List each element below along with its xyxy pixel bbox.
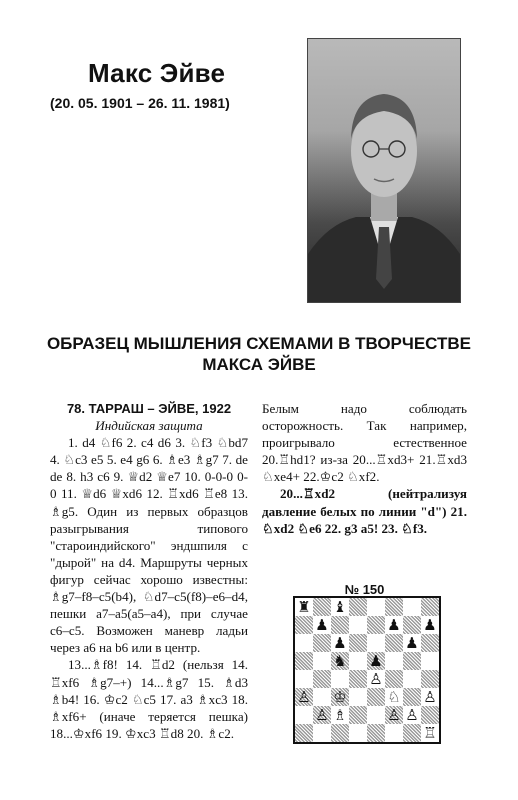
- board-square: [331, 616, 349, 634]
- board-square: [421, 652, 439, 670]
- board-square: [313, 652, 331, 670]
- board-piece: ♙: [403, 706, 421, 724]
- board-piece: ♖: [421, 724, 439, 742]
- board-square: [403, 724, 421, 742]
- board-square: [385, 652, 403, 670]
- board-piece: ♟: [313, 616, 331, 634]
- board-square: [385, 634, 403, 652]
- opening-name: Индийская защита: [95, 418, 203, 434]
- board-square: [403, 688, 421, 706]
- board-piece: ♟: [331, 634, 349, 652]
- board-square: [385, 724, 403, 742]
- board-square: [313, 670, 331, 688]
- board-square: [295, 616, 313, 634]
- board-square: [349, 724, 367, 742]
- board-piece: ♙: [385, 706, 403, 724]
- board-piece: ♞: [331, 652, 349, 670]
- game-header: 78. ТАРРАШ – ЭЙВЕ, 1922: [66, 401, 232, 416]
- board-square: [349, 598, 367, 616]
- board-square: [295, 634, 313, 652]
- board-piece: ♗: [331, 706, 349, 724]
- board-square: [295, 670, 313, 688]
- board-square: [367, 706, 385, 724]
- board-square: [349, 688, 367, 706]
- board-square: [421, 634, 439, 652]
- board-piece: ♙: [421, 688, 439, 706]
- board-square: [421, 598, 439, 616]
- board-piece: ♘: [385, 688, 403, 706]
- diagram-number: № 150: [344, 582, 385, 597]
- board-square: [421, 670, 439, 688]
- board-piece: ♙: [367, 670, 385, 688]
- left-column: [50, 400, 248, 742]
- right-column: [262, 400, 467, 537]
- board-square: [367, 616, 385, 634]
- board-square: [295, 652, 313, 670]
- moves-paragraph-4: 20...♖xd2 (нейтрализуя давление белых по линии "d") 21. ♘xd2 ♘e6 22. g3 a5! 23. ♘f3.: [262, 486, 467, 536]
- board-piece: ♙: [313, 706, 331, 724]
- board-square: [349, 616, 367, 634]
- board-square: [367, 724, 385, 742]
- board-square: [313, 688, 331, 706]
- board-square: [295, 724, 313, 742]
- board-square: [403, 652, 421, 670]
- moves-paragraph-1: 1. d4 ♘f6 2. c4 d6 3. ♘f3 ♘bd7 4. ♘c3 e5 5. e4 g6 6. ♗e3 ♗g7 7. de de 8. h3 c6 9. ♕d2 ♕e7 10. 0-0-0 0-0 11. ♕d6 ♕xd6 12. ♖xd6 ♖e8 13. ♗g5. Один из первых образцов разыгрывания типового "староиндийского" эндшпиля с "дырой" на d4. Маршруты черных фигур сейчас хорошо известны: ♗g7–f8–c5(b4), ♘d7–c5(f8)–e6–d4, пешки a7–a5(a5–a4), при случае c6–c5. Возможен маневр ладьи через a6 на b6 или в центр.: [50, 435, 248, 656]
- board-square: [349, 652, 367, 670]
- section-title-line1: ОБРАЗЕЦ МЫШЛЕНИЯ СХЕМАМИ В ТВОРЧЕСТВЕ: [46, 334, 472, 353]
- board-square: [313, 724, 331, 742]
- board-piece: ♟: [403, 634, 421, 652]
- life-dates: (20. 05. 1901 – 26. 11. 1981): [50, 95, 230, 111]
- board-square: [403, 598, 421, 616]
- board-piece: ♝: [331, 598, 349, 616]
- board-piece: ♟: [367, 652, 385, 670]
- board-square: [421, 706, 439, 724]
- section-title: [0, 333, 518, 375]
- board-square: [385, 598, 403, 616]
- board-square: [331, 670, 349, 688]
- board-piece: ♟: [421, 616, 439, 634]
- board-square: [313, 598, 331, 616]
- board-piece: ♔: [331, 688, 349, 706]
- board-square: [367, 688, 385, 706]
- section-title-line2: МАКСА ЭЙВЕ: [202, 355, 316, 374]
- moves-paragraph-3: Белым надо соблюдать осторожность. Так например, проигрывало естественное 20.♖hd1? из-за 20...♖xd3+ 21.♖xd3 ♘xe4+ 22.♔c2 ♘xf2.: [262, 401, 467, 485]
- board-square: [367, 634, 385, 652]
- chess-diagram: [293, 596, 441, 744]
- moves-paragraph-2: 13...♗f8! 14. ♖d2 (нельзя 14. ♖xf6 ♗g7–+) 14...♗g7 15. ♗d3 ♗b4! 16. ♔c2 ♘c5 17. a3 ♗xc3 18. ♗xf6+ (иначе теряется пешка) 18...♔xf6 19. ♔xc3 ♖d8 20. ♗c2.: [50, 657, 248, 741]
- board-square: [367, 598, 385, 616]
- portrait-illustration: [308, 39, 460, 302]
- board-square: [313, 634, 331, 652]
- board-square: [295, 706, 313, 724]
- board-square: [403, 616, 421, 634]
- board-square: [385, 670, 403, 688]
- portrait-photo: [307, 38, 461, 303]
- board-square: [349, 706, 367, 724]
- person-name: Макс Эйве: [88, 58, 226, 88]
- board-square: [349, 670, 367, 688]
- board-piece: ♟: [385, 616, 403, 634]
- board-square: [349, 634, 367, 652]
- board-piece: ♙: [295, 688, 313, 706]
- board-square: [331, 724, 349, 742]
- board-square: [403, 670, 421, 688]
- board-piece: ♜: [295, 598, 313, 616]
